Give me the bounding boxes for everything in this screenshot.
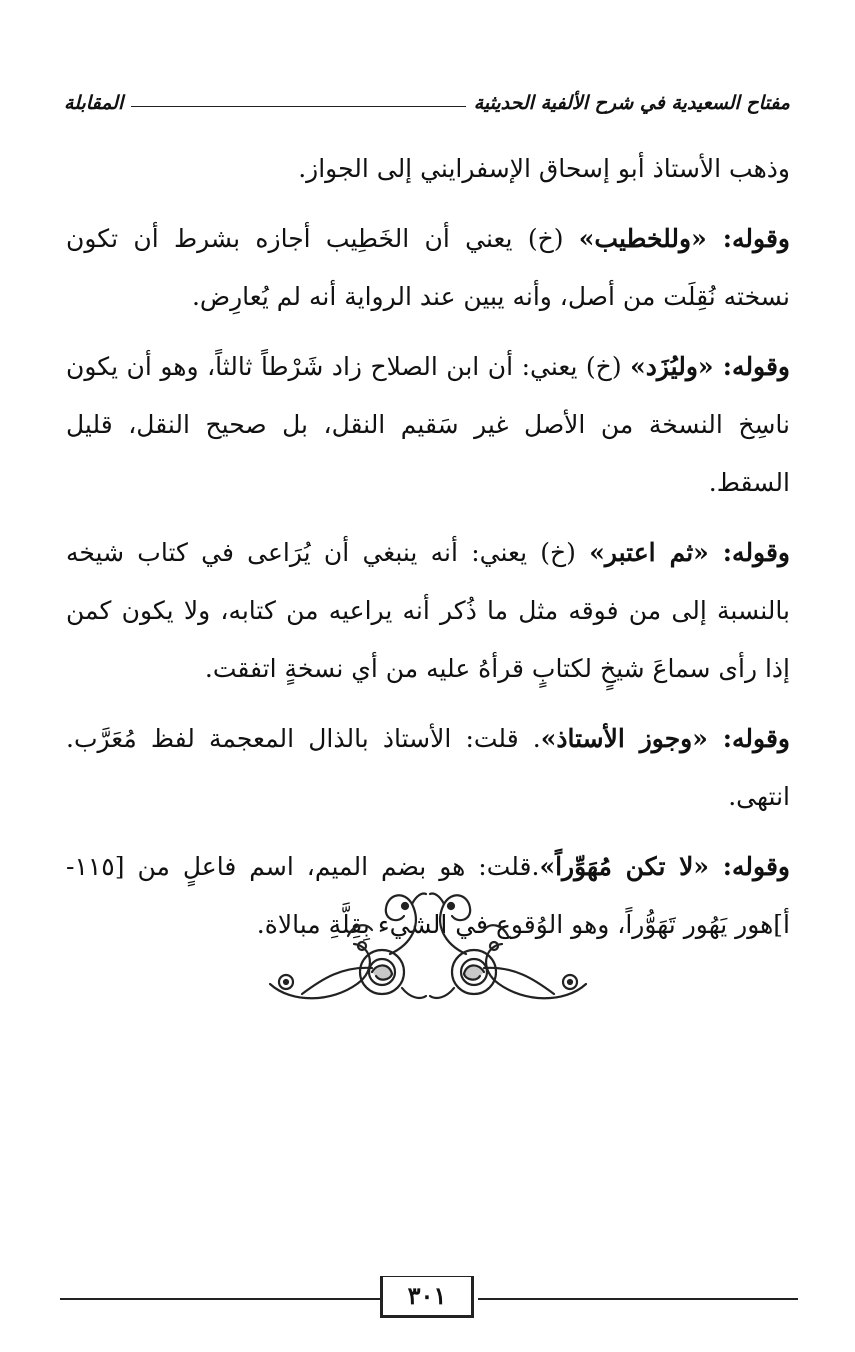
paragraph-text: . قلت: الأستاذ بالذال المعجمة لفظ مُعَرَّب. انتهى.: [66, 724, 790, 811]
footer-rule-left: [60, 1298, 380, 1300]
paragraph-text: (خ) يعني: أنه ينبغي أن يُرَاعى في كتاب شيخه بالنسبة إلى من فوقه مثل ما ذُكر أنه يراعيه من كتابه، ولا يكون كمن إذا رأى سماعَ شيخٍ لكتابٍ قرأهُ عليه من أي نسخةٍ اتفقت.: [66, 538, 790, 683]
body-text: [66, 140, 790, 966]
paragraph-text: (خ) يعني: أن ابن الصلاح زاد شَرْطاً ثالثاً، وهو أن يكون ناسِخ النسخة من الأصل غير سَقيم النقل، بل صحيح النقل، قليل السقط.: [66, 352, 790, 497]
paragraph-5: [66, 710, 790, 826]
footer-rule-right: [478, 1298, 798, 1300]
page-number-box: [380, 1276, 474, 1318]
paragraph-lead: وقوله:: [706, 224, 790, 253]
paragraph-1: [66, 140, 790, 198]
paragraph-lead: وقوله:: [709, 852, 790, 881]
quoted-term: «وللخطيب»: [578, 224, 707, 253]
chapter-title: المقابلة: [64, 92, 124, 114]
paragraph-lead: وقوله:: [707, 724, 790, 753]
paragraph-4: [66, 524, 790, 698]
page-footer: [60, 1268, 798, 1328]
running-header: [64, 86, 790, 114]
quoted-term: «ثم اعتبر»: [589, 538, 709, 567]
paragraph-3: [66, 338, 790, 512]
paragraph-lead: وقوله:: [713, 352, 790, 381]
quoted-term: «وجوز الأستاذ»: [540, 724, 708, 753]
paragraph-2: [66, 210, 790, 326]
book-title: مفتاح السعيدية في شرح الألفية الحديثية: [473, 92, 790, 114]
floral-ornament-icon: [262, 884, 594, 1014]
ornament-right-half: [430, 893, 586, 998]
paragraph-text: .قلت: هو بضم الميم، اسم فاعلٍ من [١١٥-أ]هور يَهُور تَهَوُّراً، وهو الوُقوع في الشيء بِقِلَّةِ مبالاة.: [66, 852, 790, 939]
page-number: ٣٠١: [407, 1281, 447, 1310]
header-rule: [131, 106, 465, 107]
ornament-left-half: [270, 893, 426, 998]
quoted-term: «وليُزَد»: [630, 352, 714, 381]
paragraph-lead: وقوله:: [708, 538, 790, 567]
paragraph-text: (خ) يعني أن الخَطِيب أجازه بشرط أن تكون نسخته نُقِلَت من أصل، وأنه يبين عند الرواية أنه لم يُعارِض.: [66, 224, 790, 311]
paragraph-text: وذهب الأستاذ أبو إسحاق الإسفرايني إلى الجواز.: [298, 154, 790, 183]
quoted-term: «لا تكن مُهَوِّراً»: [539, 852, 710, 881]
